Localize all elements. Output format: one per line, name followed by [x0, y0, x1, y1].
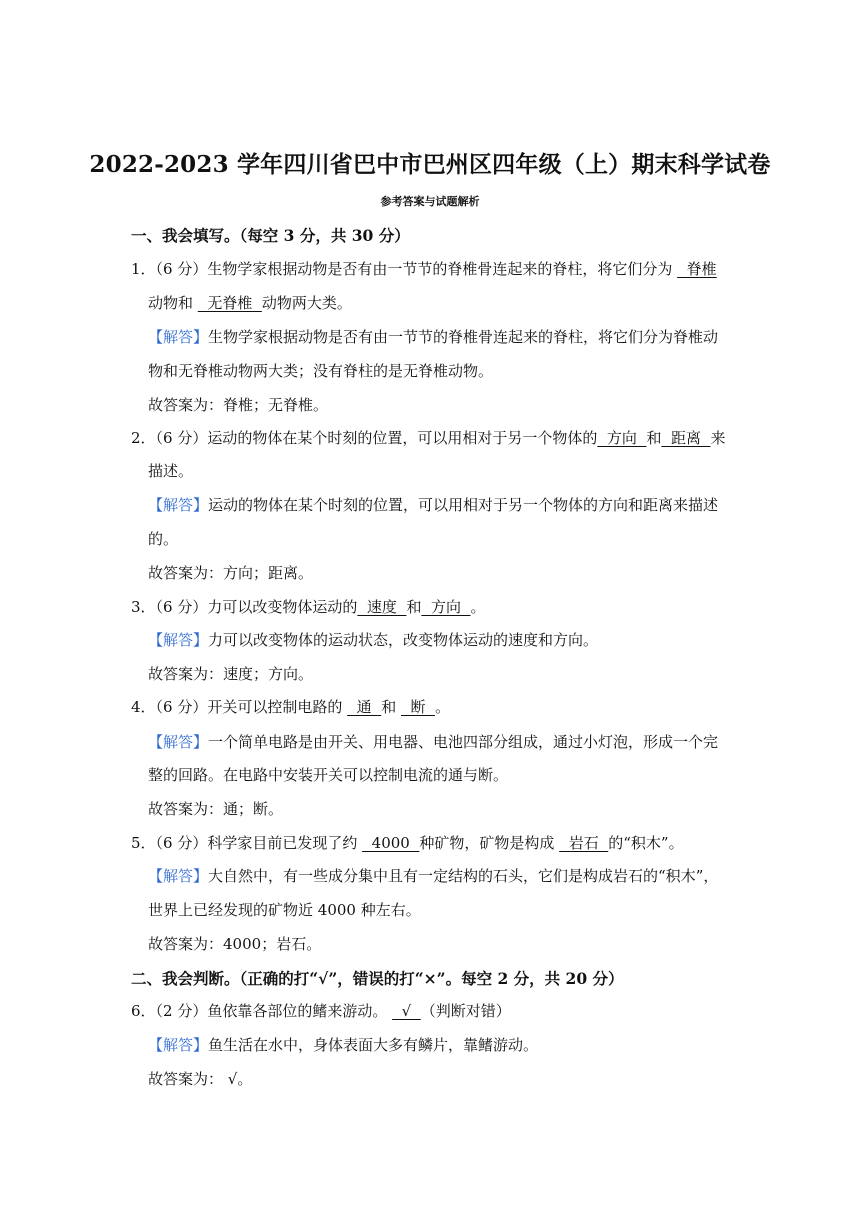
question-3-answer	[148, 664, 313, 684]
question-3-answer-value: 速度；方向。	[223, 665, 314, 683]
question-1	[131, 259, 717, 279]
answer-label: 故答案为：	[148, 800, 224, 818]
question-5-explanation-text-2: 世界上已经发现的矿物近 4000 种左右。	[148, 901, 421, 919]
question-3-text: 3．（6 分）力可以改变物体运动的	[131, 598, 358, 616]
question-5-blank-1: 4000	[362, 834, 420, 852]
question-4-text-c: 。	[435, 698, 451, 716]
question-5-answer	[148, 934, 321, 954]
question-4-blank-2: 断	[400, 698, 436, 716]
question-6-explanation-text: 鱼生活在水中，身体表面大多有鳞片，靠鳍游动。	[208, 1036, 539, 1054]
question-2	[131, 428, 726, 448]
jieda-label: 【解答】	[148, 496, 209, 514]
question-5-text-c: 的“积木”。	[608, 834, 684, 852]
question-2-blank-2: 距离	[661, 429, 711, 447]
question-1-explanation-text-2: 物和无脊椎动物两大类；没有脊柱的是无脊椎动物。	[148, 362, 494, 380]
answer-label: 故答案为：	[148, 564, 224, 582]
answer-label: 故答案为：	[148, 396, 224, 414]
question-1-answer	[148, 395, 328, 415]
question-6-text-b: （判断对错）	[420, 1002, 511, 1020]
section-heading-fill: 一、我会填写。（每空 3 分，共 30 分）	[131, 226, 410, 245]
question-3-blank-2: 方向	[421, 598, 471, 616]
question-5-explanation-cont	[148, 900, 421, 920]
question-4-explanation-text: 一个简单电路是由开关、用电器、电池四部分组成，通过小灯泡，形成一个完	[208, 733, 719, 751]
question-2-text: 2．（6 分）运动的物体在某个时刻的位置，可以用相对于另一个物体的	[131, 429, 598, 447]
question-2-answer	[148, 563, 313, 583]
question-1-blank-1: 脊椎	[677, 260, 717, 278]
question-1-explanation-cont	[148, 361, 493, 381]
question-2-answer-value: 方向；距离。	[223, 564, 314, 582]
answer-label: 故答案为：	[148, 665, 224, 683]
question-4-explanation	[148, 732, 718, 752]
jieda-label: 【解答】	[148, 328, 209, 346]
question-3	[131, 597, 486, 617]
question-2-explanation-text: 运动的物体在某个时刻的位置，可以用相对于另一个物体的方向和距离来描述	[208, 496, 719, 514]
question-4-text: 4．（6 分）开关可以控制电路的	[131, 698, 348, 716]
question-5-text-b: 种矿物，矿物是构成	[419, 834, 560, 852]
answer-label: 故答案为：	[148, 935, 224, 953]
question-6-blank-1: √	[392, 1002, 421, 1020]
question-3-explanation-text: 力可以改变物体的运动状态，改变物体运动的速度和方向。	[208, 631, 599, 649]
question-1-answer-value: 脊椎；无脊椎。	[223, 396, 329, 414]
question-2-text-c: 来	[710, 429, 726, 447]
question-5-explanation-text: 大自然中，有一些成分集中且有一定结构的石头，它们是构成岩石的“积木”，	[208, 867, 719, 885]
jieda-label: 【解答】	[148, 1036, 209, 1054]
question-5-blank-2: 岩石	[559, 834, 609, 852]
question-4-answer	[148, 799, 283, 819]
document-title: 2022-2023 学年四川省巴中市巴州区四年级（上）期末科学试卷	[89, 151, 771, 178]
question-3-text-c: 。	[470, 598, 486, 616]
question-1-cont	[148, 293, 352, 313]
question-2-text-d: 描述。	[148, 462, 194, 480]
question-4	[131, 697, 450, 717]
question-2-text-b: 和	[646, 429, 662, 447]
question-4-answer-value: 通；断。	[223, 800, 284, 818]
question-1-explanation	[148, 327, 718, 347]
question-1-text-c: 动物两大类。	[261, 294, 352, 312]
question-5-answer-value: 4000；岩石。	[223, 935, 322, 953]
answer-label: 故答案为：	[148, 1070, 224, 1088]
question-2-explanation-cont	[148, 529, 178, 549]
question-6-explanation	[148, 1035, 538, 1055]
question-6	[131, 1001, 511, 1021]
question-6-answer	[148, 1069, 252, 1089]
jieda-label: 【解答】	[148, 631, 209, 649]
question-4-blank-1: 通	[347, 698, 382, 716]
question-2-blank-1: 方向	[597, 429, 647, 447]
jieda-label: 【解答】	[148, 733, 209, 751]
question-5	[131, 833, 684, 853]
question-2-explanation-text-2: 的。	[148, 530, 179, 548]
question-6-text: 6．（2 分）鱼依靠各部位的鳍来游动。	[131, 1002, 393, 1020]
question-4-explanation-text-2: 整的回路。在电路中安装开关可以控制电流的通与断。	[148, 766, 509, 784]
question-5-text: 5．（6 分）科学家目前已发现了约	[131, 834, 363, 852]
question-1-text: 1．（6 分）生物学家根据动物是否有由一节节的脊椎骨连起来的脊柱，将它们分为	[131, 260, 678, 278]
question-1-text-b: 动物和	[148, 294, 198, 312]
question-2-explanation	[148, 495, 718, 515]
question-3-blank-1: 速度	[357, 598, 407, 616]
question-1-blank-2: 无脊椎	[197, 294, 262, 312]
section-heading-judge: 二、我会判断。（正确的打“√”，错误的打“×”。每空 2 分，共 20 分）	[131, 969, 624, 988]
question-2-cont	[148, 461, 193, 481]
question-4-text-b: 和	[381, 698, 401, 716]
question-1-explanation-text: 生物学家根据动物是否有由一节节的脊椎骨连起来的脊柱，将它们分为脊椎动	[208, 328, 719, 346]
jieda-label: 【解答】	[148, 867, 209, 885]
question-5-explanation	[148, 866, 718, 886]
question-4-explanation-cont	[148, 765, 508, 785]
question-3-text-b: 和	[406, 598, 422, 616]
document-subtitle: 参考答案与试题解析	[380, 195, 480, 208]
question-6-answer-value: √。	[223, 1070, 253, 1088]
question-3-explanation	[148, 630, 598, 650]
